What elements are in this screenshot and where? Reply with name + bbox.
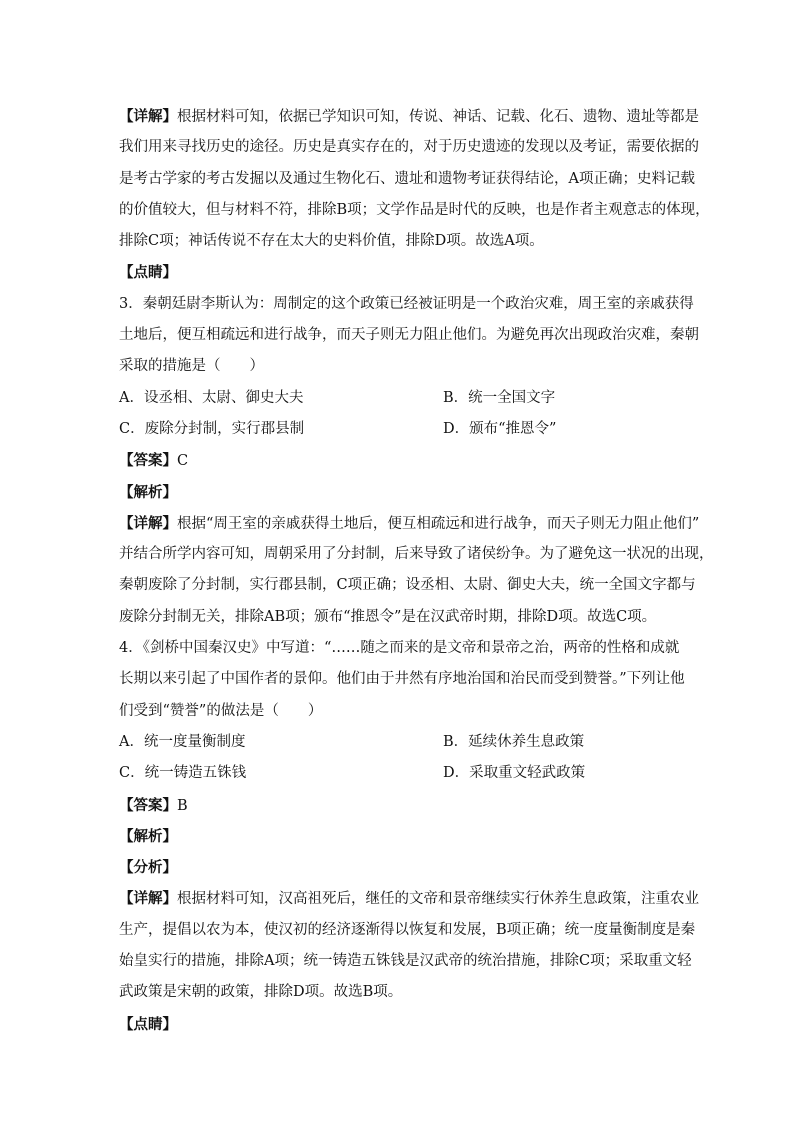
question-4-stem-line: 们受到“赞誉”的做法是（ ） bbox=[119, 702, 323, 719]
q4-option-b: B．延续休养生息政策 bbox=[443, 733, 585, 750]
detail-text: 根据材料可知，汉高祖死后，继任的文帝和景帝继续实行休养生息政策，注重农业 bbox=[177, 891, 699, 908]
paragraph-line: 的价值较大，但与材料不符，排除B项；文学作品是时代的反映，也是作者主观意志的体现， bbox=[119, 201, 710, 218]
document-content bbox=[119, 101, 714, 1040]
question-4-stem-line: 长期以来引起了中国作者的景仰。他们由于井然有序地治国和治民而受到赞誉。”下列让他 bbox=[119, 671, 685, 688]
q3-option-d: D．颁布“推恩令” bbox=[443, 420, 557, 437]
answer-value: B bbox=[177, 797, 188, 814]
q4-detail-line bbox=[119, 883, 699, 914]
q4-detail-line: 生产，提倡以农为本，使汉初的经济逐渐得以恢复和发展，B项正确；统一度量衡制度是秦 bbox=[119, 921, 696, 938]
paragraph-line: 我们用来寻找历史的途径。历史是真实存在的，对于历史遗迹的发现以及考证，需要依据的 bbox=[119, 139, 699, 156]
question-3-stem-line: 3．秦朝廷尉李斯认为：周制定的这个政策已经被证明是一个政治灾难，周王室的亲戚获得 bbox=[119, 295, 694, 312]
paragraph-line bbox=[119, 101, 699, 132]
question-3-options-row bbox=[119, 383, 679, 414]
answer-tag: 【答案】 bbox=[119, 796, 177, 814]
q3-detail-line: 废除分封制无关，排除AB项；颁布“推恩令”是在汉武帝时期，排除D项。故选C项。 bbox=[119, 608, 657, 625]
question-4-options-row bbox=[119, 758, 679, 789]
answer-value: C bbox=[177, 453, 189, 470]
analysis-tag: 【解析】 bbox=[119, 827, 177, 845]
question-4-options-row bbox=[119, 727, 679, 758]
question-3-options-row bbox=[119, 414, 679, 445]
q3-detail-line bbox=[119, 508, 700, 539]
detail-text: 根据材料可知，依据已学知识可知，传说、神话、记载、化石、遗物、遗址等都是 bbox=[177, 109, 699, 125]
detail-tag: 【详解】 bbox=[119, 514, 177, 532]
comment-tag: 【点睛】 bbox=[119, 1015, 177, 1033]
q3-option-a: A．设丞相、太尉、御史大夫 bbox=[119, 389, 304, 406]
q3-option-b: B．统一全国文字 bbox=[443, 389, 556, 406]
fenxi-tag: 【分析】 bbox=[119, 859, 177, 877]
q4-detail-line: 始皇实行的措施，排除A项；统一铸造五铢钱是汉武帝的统治措施，排除C项；采取重文轻 bbox=[119, 953, 692, 970]
answer-tag: 【答案】 bbox=[119, 452, 177, 470]
q4-option-c: C．统一铸造五铢钱 bbox=[119, 765, 247, 782]
comment-tag: 【点睛】 bbox=[119, 264, 177, 282]
question-4-stem-line: 4．《剑桥中国秦汉史》中写道：“……随之而来的是文帝和景帝之治，两帝的性格和成就 bbox=[119, 640, 680, 657]
question-3-stem-line: 土地后，便互相疏远和进行战争，而天子则无力阻止他们。为避免再次出现政治灾难，秦朝 bbox=[119, 327, 699, 344]
q4-answer bbox=[119, 790, 679, 821]
q4-detail-line: 武政策是宋朝的政策，排除D项。故选B项。 bbox=[119, 984, 403, 1001]
analysis-tag: 【解析】 bbox=[119, 483, 177, 501]
q3-detail-line: 秦朝废除了分封制，实行郡县制，C项正确；设丞相、太尉、御史大夫，统一全国文字都与 bbox=[119, 577, 696, 594]
question-3-stem-line: 采取的措施是（ ） bbox=[119, 358, 264, 375]
q3-answer bbox=[119, 445, 679, 476]
q4-option-d: D．采取重文轻武政策 bbox=[443, 765, 586, 782]
detail-tag: 【详解】 bbox=[119, 108, 177, 125]
detail-tag: 【详解】 bbox=[119, 890, 177, 908]
paragraph-line: 排除C项；神话传说不存在太大的史料价值，排除D项。故选A项。 bbox=[119, 233, 544, 250]
detail-text: 根据“周王室的亲戚获得土地后，便互相疏远和进行战争，而天子则无力阻止他们” bbox=[177, 515, 700, 532]
paragraph-line: 是考古学家的考古发掘以及通过生物化石、遗址和遗物考证获得结论，A项正确；史料记载 bbox=[119, 170, 695, 187]
q3-option-c: C．废除分封制，实行郡县制 bbox=[119, 420, 305, 437]
q3-detail-line: 并结合所学内容可知，周朝采用了分封制，后来导致了诸侯纷争。为了避免这一状况的出现， bbox=[119, 546, 714, 563]
q4-option-a: A．统一度量衡制度 bbox=[119, 733, 246, 750]
